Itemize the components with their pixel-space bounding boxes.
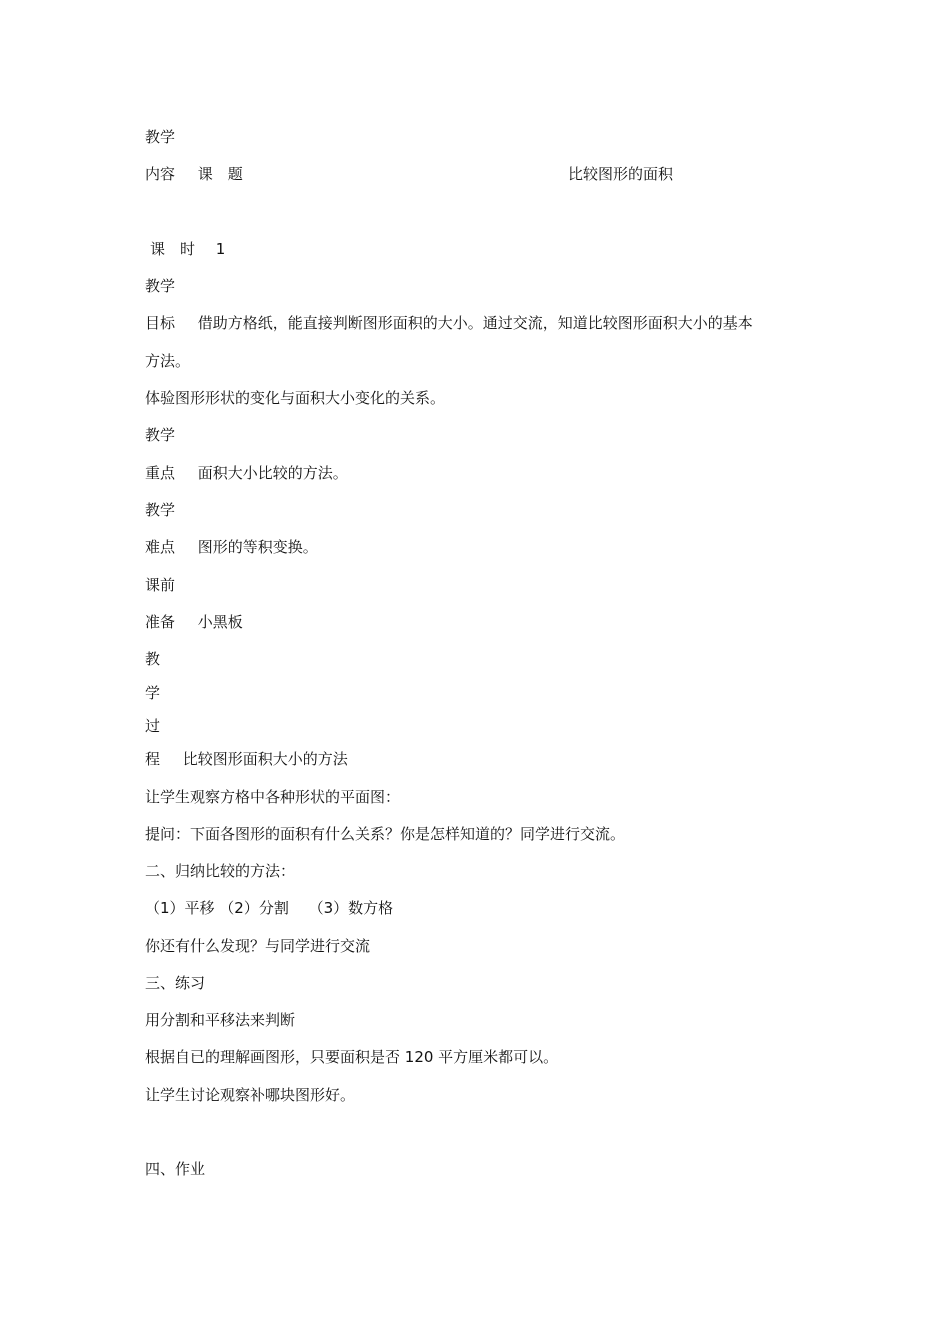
key-points-label-line1: 教学 bbox=[145, 426, 176, 444]
difficulties-label-line1: 教学 bbox=[145, 501, 176, 519]
objectives-label-line1: 教学 bbox=[145, 277, 176, 295]
process-line: 让学生观察方格中各种形状的平面图： bbox=[145, 788, 401, 806]
content-label-line2: 内容 bbox=[145, 165, 176, 183]
period-label: 课 时 bbox=[150, 240, 196, 258]
key-points-text: 面积大小比较的方法。 bbox=[197, 464, 348, 482]
period-row bbox=[150, 239, 225, 259]
process-line: 四、作业 bbox=[145, 1160, 206, 1178]
process-line: 根据自已的理解画图形，只要面积是否 120 平方厘米都可以。 bbox=[145, 1048, 559, 1066]
objectives-text-line2: 方法。 bbox=[145, 352, 191, 370]
key-points-label-line2: 重点 bbox=[145, 464, 176, 482]
difficulties-label-line2: 难点 bbox=[145, 538, 176, 556]
objectives-row bbox=[145, 313, 753, 333]
process-line: 比较图形面积大小的方法 bbox=[182, 750, 348, 768]
process-label-char: 程 bbox=[145, 750, 161, 768]
process-line: 你还有什么发现？与同学进行交流 bbox=[145, 937, 371, 955]
process-row bbox=[145, 749, 348, 769]
process-line: 二、归纳比较的方法： bbox=[145, 862, 296, 880]
topic-label: 课 题 bbox=[197, 165, 243, 183]
process-label-char: 教 bbox=[145, 650, 161, 668]
period-value: 1 bbox=[215, 240, 226, 258]
objectives-text-line3: 体验图形形状的变化与面积大小变化的关系。 bbox=[145, 389, 446, 407]
content-topic-row bbox=[145, 164, 243, 184]
key-points-row bbox=[145, 463, 348, 483]
objectives-label-line2: 目标 bbox=[145, 314, 176, 332]
lesson-title: 比较图形的面积 bbox=[568, 165, 674, 183]
process-line: 提问：下面各图形的面积有什么关系？你是怎样知道的？同学进行交流。 bbox=[145, 825, 626, 843]
preparation-label-line1: 课前 bbox=[145, 576, 176, 594]
content-label-line1: 教学 bbox=[145, 128, 176, 146]
process-line: 用分割和平移法来判断 bbox=[145, 1011, 296, 1029]
preparation-text: 小黑板 bbox=[197, 613, 243, 631]
difficulties-row bbox=[145, 537, 318, 557]
process-label-char: 过 bbox=[145, 717, 161, 735]
process-line: 让学生讨论观察补哪块图形好。 bbox=[145, 1086, 356, 1104]
difficulties-text: 图形的等积变换。 bbox=[197, 538, 318, 556]
preparation-label-line2: 准备 bbox=[145, 613, 176, 631]
process-label-char: 学 bbox=[145, 684, 161, 702]
preparation-row bbox=[145, 612, 243, 632]
process-line: （1）平移 （2）分割 （3）数方格 bbox=[145, 899, 394, 917]
objectives-text-line1: 借助方格纸，能直接判断图形面积的大小。通过交流，知道比较图形面积大小的基本 bbox=[197, 314, 753, 332]
process-line: 三、练习 bbox=[145, 974, 206, 992]
